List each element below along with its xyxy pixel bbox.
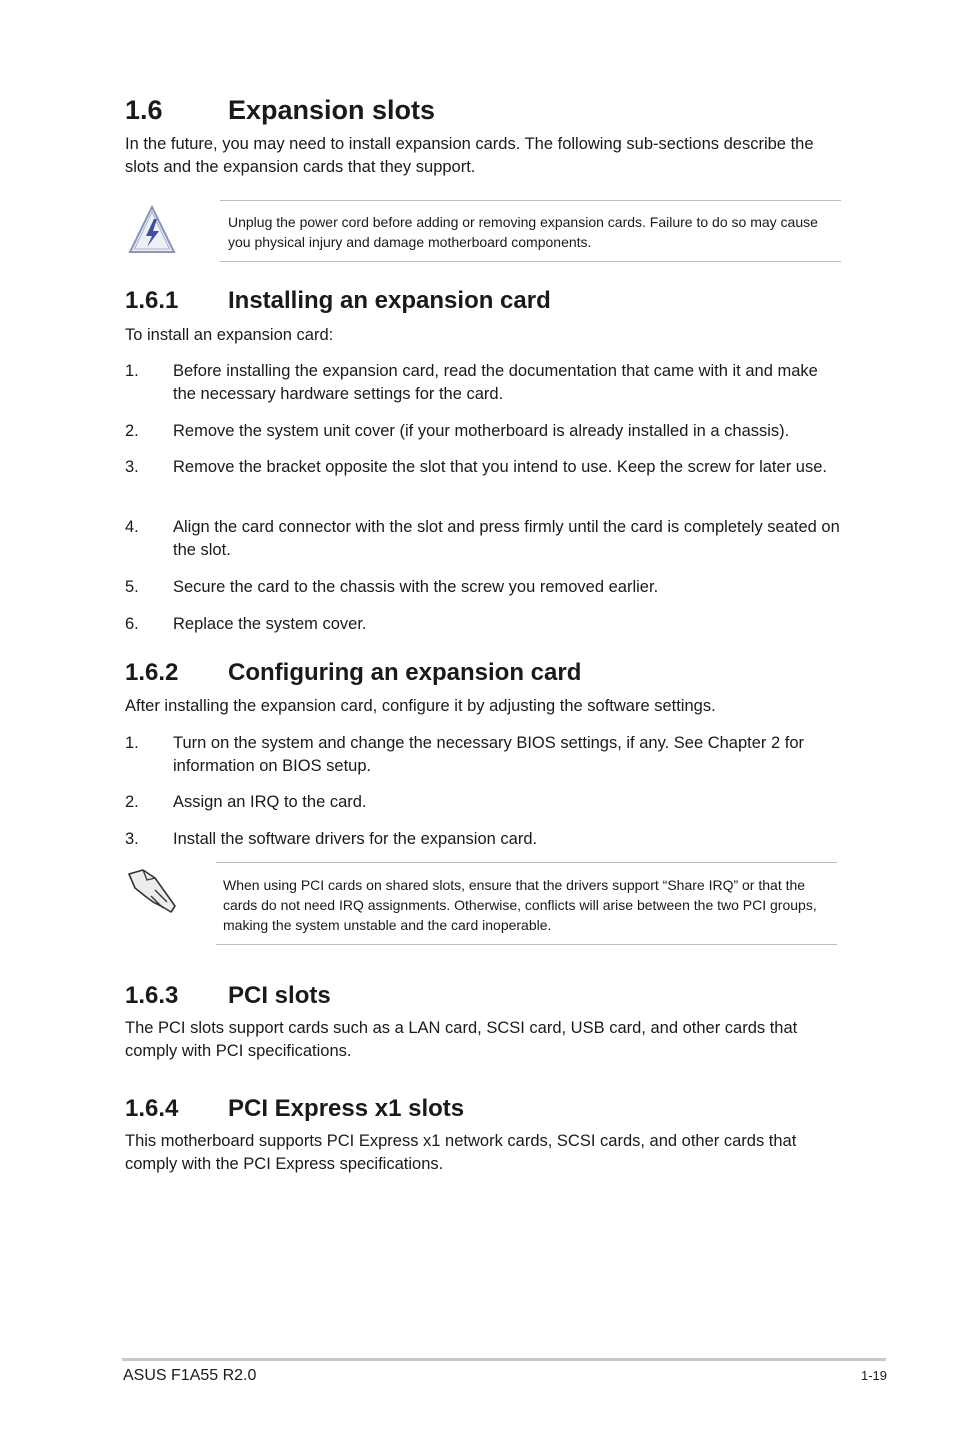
note-callout	[216, 862, 837, 945]
list-item	[125, 360, 845, 406]
warning-callout	[220, 200, 841, 262]
list-number: 4.	[125, 518, 139, 536]
section-number: 1.6	[125, 95, 163, 125]
list-item	[125, 828, 845, 851]
subsection-lead: After installing the expansion card, configure it by adjusting the software settings.	[125, 697, 716, 715]
subsection-heading-2	[125, 659, 581, 687]
list-text: Remove the bracket opposite the slot that you intend to use. Keep the screw for later use.	[173, 458, 827, 476]
list-item	[125, 791, 845, 814]
list-text: Remove the system unit cover (if your motherboard is already installed in a chassis).	[173, 422, 790, 440]
footer-product-name: ASUS F1A55 R2.0	[123, 1367, 257, 1384]
list-item	[125, 420, 845, 443]
subsection-title: PCI Express x1 slots	[228, 1095, 465, 1122]
list-text: Install the software drivers for the expansion card.	[173, 830, 538, 848]
subsection-heading-4	[125, 1095, 464, 1123]
list-text: Align the card connector with the slot and press firmly until the card is completely seated on the slot.	[173, 518, 840, 559]
subsection-number: 1.6.2	[125, 659, 179, 686]
subsection-title: Installing an expansion card	[228, 287, 551, 314]
subsection-paragraph: The PCI slots support cards such as a LAN card, SCSI card, USB card, and other cards that comply with PCI specifications.	[125, 1019, 798, 1060]
list-text: Before installing the expansion card, read the documentation that came with it and make the necessary hardware settings for the card.	[173, 362, 818, 403]
list-number: 2.	[125, 422, 139, 440]
hand-note-icon	[125, 866, 179, 916]
list-number: 1.	[125, 362, 139, 380]
list-item	[125, 516, 845, 562]
subsection-lead: To install an expansion card:	[125, 326, 334, 344]
list-number: 5.	[125, 578, 139, 596]
section-heading	[125, 95, 435, 126]
subsection-title: PCI slots	[228, 982, 331, 1009]
subsection-heading-3	[125, 982, 331, 1010]
subsection-number: 1.6.3	[125, 982, 179, 1009]
section-title: Expansion slots	[228, 95, 436, 125]
list-number: 3.	[125, 458, 139, 476]
subsection-number: 1.6.4	[125, 1095, 179, 1122]
list-item	[125, 732, 845, 778]
footer-divider	[122, 1358, 886, 1361]
list-number: 2.	[125, 793, 139, 811]
warning-text: Unplug the power cord before adding or removing expansion cards. Failure to do so may cause you physical injury and damage motherboard components.	[228, 214, 818, 250]
list-item	[125, 456, 845, 479]
warning-lightning-icon	[127, 204, 177, 256]
list-number: 3.	[125, 830, 139, 848]
list-number: 6.	[125, 615, 139, 633]
list-text: Replace the system cover.	[173, 615, 367, 633]
footer-page-number: 1-19	[860, 1368, 887, 1383]
list-text: Assign an IRQ to the card.	[173, 793, 367, 811]
subsection-heading-1	[125, 287, 551, 315]
list-number: 1.	[125, 734, 139, 752]
subsection-number: 1.6.1	[125, 287, 179, 314]
subsection-paragraph: This motherboard supports PCI Express x1 network cards, SCSI cards, and other cards that comply with the PCI Express specifications.	[125, 1132, 797, 1173]
list-text: Turn on the system and change the necessary BIOS settings, if any. See Chapter 2 for information on BIOS setup.	[173, 734, 805, 775]
list-item	[125, 613, 845, 636]
list-item	[125, 576, 845, 599]
subsection-title: Configuring an expansion card	[228, 659, 582, 686]
intro-paragraph: In the future, you may need to install expansion cards. The following sub-sections describe the slots and the expansion cards that they support.	[125, 135, 814, 176]
list-text: Secure the card to the chassis with the screw you removed earlier.	[173, 578, 659, 596]
note-text: When using PCI cards on shared slots, ensure that the drivers support “Share IRQ” or that the cards do not need IRQ assignments. Otherwise, conflicts will arise between the two PCI groups, making the system unstable and the card inoperable.	[223, 877, 817, 933]
